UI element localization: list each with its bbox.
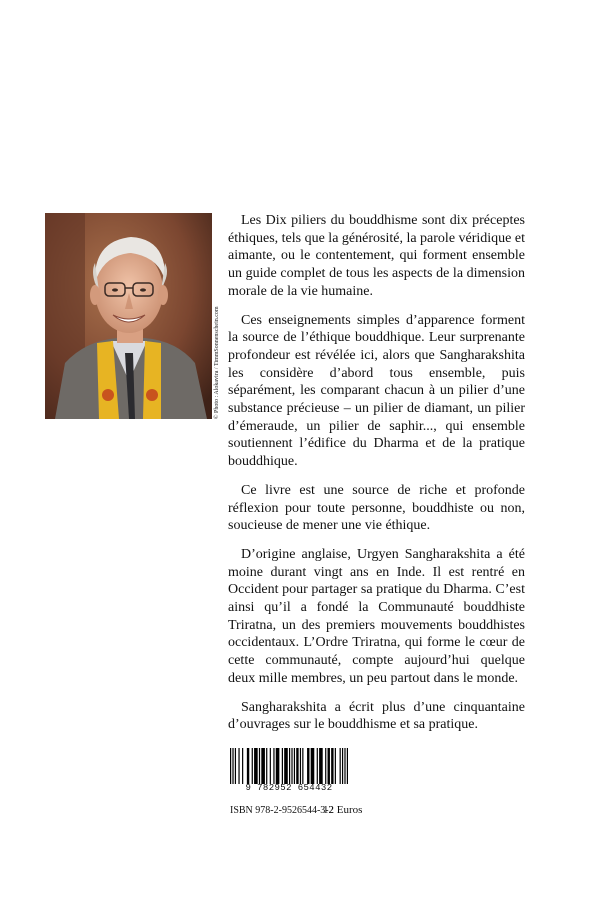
barcode-bar: [302, 748, 303, 784]
paragraph: Ce livre est une source de riche et profonde réflexion pour toute personne, bouddhiste ou non, soucieuse de mener une vie éthique.: [228, 482, 525, 534]
barcode-bar: [261, 748, 265, 784]
barcode-bar: [276, 748, 280, 784]
paragraph: Sangharakshita a écrit plus d’une cinquantaine d’ouvrages sur le bouddhisme et sa pratique.: [228, 699, 525, 733]
barcode-bar: [289, 748, 290, 784]
back-cover-text: [228, 212, 525, 745]
barcode-bar: [296, 748, 298, 784]
barcode-bar: [344, 748, 345, 784]
barcode-bar: [311, 748, 315, 784]
barcode-bar: [284, 748, 288, 784]
paragraph: Ces enseignements simples d’apparence forment la source de l’éthique bouddhique. Leur surprenante profondeur est révélée ici, alors que Sangharakshita les considère d’abord tous ensemble, puis séparément, les comparant chacun à un pilier d’une substance précieuse – un pilier de diamant, un pilier d’émeraude, un pilier de saphir..., qui ensemble soutiennent l’édifice du Dharma et de la pratique bouddhique.: [228, 312, 525, 470]
barcode-bar: [242, 748, 243, 784]
barcode-bar: [325, 748, 326, 784]
paragraph: D’origine anglaise, Urgyen Sangharakshita a été moine durant vingt ans en Inde. Il est rentré en Occident pour partager sa pratique du Dharma. C’est ainsi qu’il a fondé la Communauté bouddhiste Triratna, un des premiers mouvements bouddhistes occidentaux. L’Ordre Triratna, qui forme le cœur de cette communauté, compte aujourd’hui quelque deux mille membres, un peu partout dans le monde.: [228, 546, 525, 686]
barcode-bar: [294, 748, 295, 784]
barcode-digits: 9 782952 654432: [245, 783, 333, 793]
barcode-bar: [232, 748, 233, 784]
barcode-bar: [273, 748, 274, 784]
barcode-bar: [317, 748, 318, 784]
paragraph: Les Dix piliers du bouddhisme sont dix préceptes éthiques, tels que la générosité, la parole véridique et aimante, ou le contentement, qui forment ensemble un guide complet de tous les aspects de la dimension morale de la vie humaine.: [228, 213, 526, 299]
barcode-bar: [342, 748, 343, 784]
barcode-bar: [335, 748, 336, 784]
author-photo: [45, 213, 212, 419]
photo-credit: © Photo : Alokavira / TimmSonnenschein.com: [214, 306, 220, 419]
barcode-bar: [300, 748, 301, 784]
barcode-bar: [235, 748, 236, 784]
isbn-number: ISBN 978-2-9526544-3-2: [230, 805, 334, 816]
barcode-bar: [307, 748, 309, 784]
barcode-bar: [247, 748, 249, 784]
barcode-bar: [328, 748, 330, 784]
barcode-bar: [230, 748, 231, 784]
barcode-bar: [238, 748, 239, 784]
barcode-bar: [252, 748, 253, 784]
barcode-bar: [254, 748, 258, 784]
barcode-bar: [266, 748, 267, 784]
barcode-bar: [259, 748, 260, 784]
barcode-bar: [347, 748, 348, 784]
barcode-bar: [282, 748, 283, 784]
barcode-bar: [291, 748, 292, 784]
barcode-bar: [331, 748, 333, 784]
barcode-bar: [319, 748, 323, 784]
barcode-bar: [340, 748, 341, 784]
barcode-bar: [270, 748, 271, 784]
price: 12 Euros: [323, 804, 363, 816]
